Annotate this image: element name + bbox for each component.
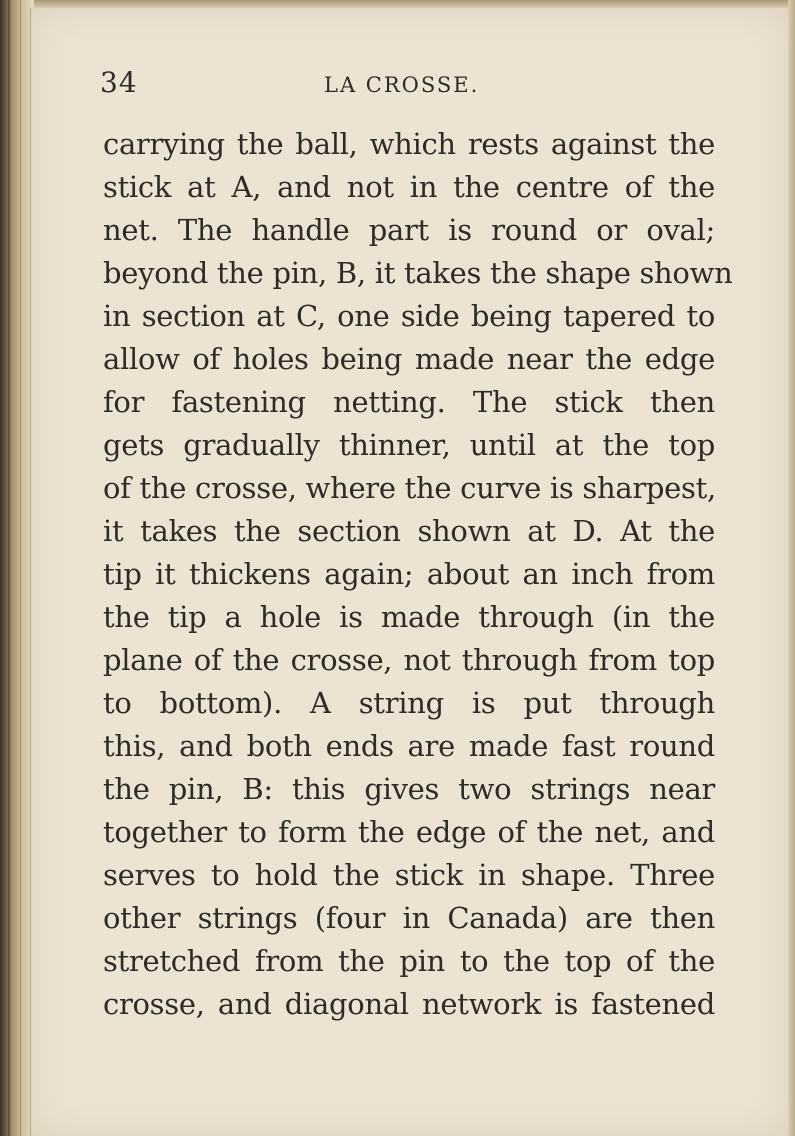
text-line: this, and both ends are made fast round [103, 729, 715, 763]
text-line: together to form the edge of the net, and [103, 815, 715, 849]
text-line: net. The handle part is round or oval; [103, 213, 715, 247]
text-line: it takes the section shown at D. At the [103, 514, 715, 548]
text-line: in section at C, one side being tapered to [103, 299, 715, 333]
page-header [100, 66, 720, 106]
text-line: stick at A, and not in the centre of the [103, 170, 715, 204]
text-line: beyond the pin, B, it takes the shape shown [103, 256, 733, 290]
body-paragraph [103, 123, 733, 1026]
text-line: of the crosse, where the curve is sharpest, [103, 471, 716, 505]
text-line: the pin, B: this gives two strings near [103, 772, 715, 806]
text-line: stretched from the pin to the top of the [103, 944, 715, 978]
text-line: carrying the ball, which rests against the [103, 127, 715, 161]
text-line: crosse, and diagonal network is fastened [103, 987, 715, 1021]
page-number: 34 [100, 66, 138, 99]
text-line: for fastening netting. The stick then [103, 385, 715, 419]
page-right-edge [788, 0, 795, 1136]
text-line: other strings (four in Canada) are then [103, 901, 715, 935]
running-title: LA CROSSE. [324, 73, 480, 97]
text-line: plane of the crosse, not through from top [103, 643, 715, 677]
text-line: tip it thickens again; about an inch from [103, 557, 715, 591]
text-line: serves to hold the stick in shape. Three [103, 858, 715, 892]
text-line: to bottom). A string is put through [103, 686, 715, 720]
text-line: the tip a hole is made through (in the [103, 600, 715, 634]
text-line: allow of holes being made near the edge [103, 342, 715, 376]
text-line: gets gradually thinner, until at the top [103, 428, 715, 462]
book-spine-gutter [0, 0, 34, 1136]
book-top-edge [0, 0, 795, 8]
